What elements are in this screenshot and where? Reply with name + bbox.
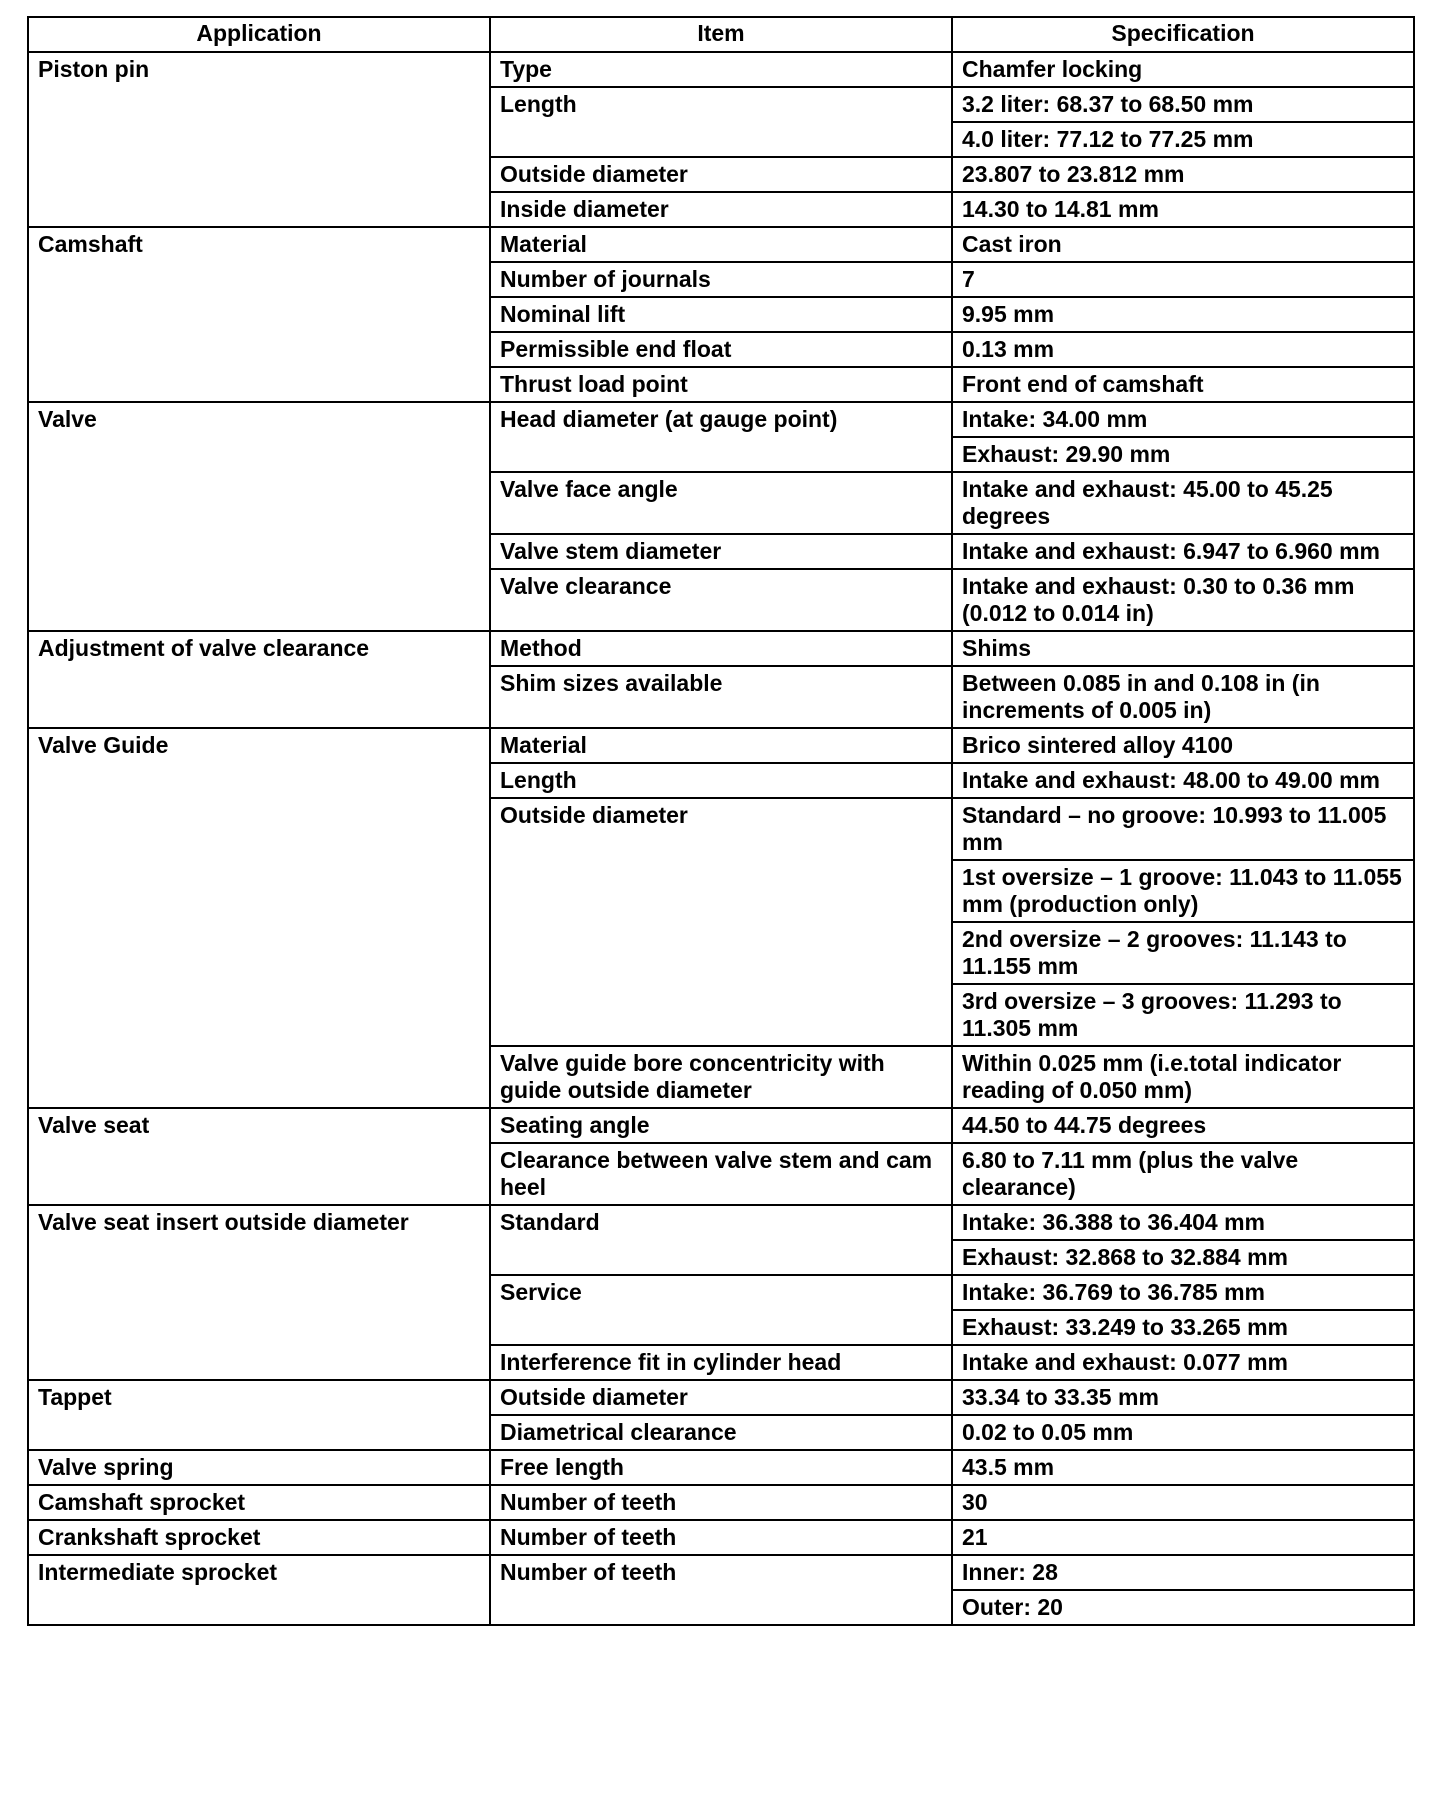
item-cell: Number of teeth <box>490 1555 952 1625</box>
header-application: Application <box>28 17 490 52</box>
spec-table-container <box>27 16 1413 1626</box>
item-cell: Inside diameter <box>490 192 952 227</box>
specification-cell: 23.807 to 23.812 mm <box>952 157 1414 192</box>
specification-cell: Chamfer locking <box>952 52 1414 87</box>
specification-cell: 43.5 mm <box>952 1450 1414 1485</box>
specification-cell: Inner: 28 <box>952 1555 1414 1590</box>
table-row <box>28 52 1414 87</box>
application-cell: Adjustment of valve clearance <box>28 631 490 728</box>
specification-cell: Intake and exhaust: 48.00 to 49.00 mm <box>952 763 1414 798</box>
header-specification: Specification <box>952 17 1414 52</box>
item-cell: Material <box>490 227 952 262</box>
specification-cell: Front end of camshaft <box>952 367 1414 402</box>
table-row <box>28 1520 1414 1555</box>
table-row <box>28 227 1414 262</box>
specification-cell: 30 <box>952 1485 1414 1520</box>
application-cell: Camshaft sprocket <box>28 1485 490 1520</box>
application-cell: Camshaft <box>28 227 490 402</box>
header-item: Item <box>490 17 952 52</box>
specification-cell: Standard – no groove: 10.993 to 11.005 mm <box>952 798 1414 860</box>
item-cell: Material <box>490 728 952 763</box>
specification-cell: Cast iron <box>952 227 1414 262</box>
item-cell: Method <box>490 631 952 666</box>
specification-cell: 0.13 mm <box>952 332 1414 367</box>
item-cell: Outside diameter <box>490 798 952 1046</box>
specification-cell: Intake: 36.769 to 36.785 mm <box>952 1275 1414 1310</box>
item-cell: Thrust load point <box>490 367 952 402</box>
specification-cell: 0.02 to 0.05 mm <box>952 1415 1414 1450</box>
item-cell: Service <box>490 1275 952 1345</box>
table-row <box>28 728 1414 763</box>
item-cell: Number of journals <box>490 262 952 297</box>
specification-cell: Intake: 34.00 mm <box>952 402 1414 437</box>
table-row <box>28 1108 1414 1143</box>
specification-cell: 33.34 to 33.35 mm <box>952 1380 1414 1415</box>
item-cell: Type <box>490 52 952 87</box>
specification-cell: Outer: 20 <box>952 1590 1414 1625</box>
table-body <box>28 52 1414 1625</box>
engine-spec-table <box>27 16 1415 1626</box>
item-cell: Clearance between valve stem and cam heel <box>490 1143 952 1205</box>
application-cell: Valve seat insert outside diameter <box>28 1205 490 1380</box>
item-cell: Number of teeth <box>490 1520 952 1555</box>
item-cell: Head diameter (at gauge point) <box>490 402 952 472</box>
table-row <box>28 1380 1414 1415</box>
specification-cell: 4.0 liter: 77.12 to 77.25 mm <box>952 122 1414 157</box>
specification-cell: Shims <box>952 631 1414 666</box>
item-cell: Number of teeth <box>490 1485 952 1520</box>
specification-cell: Intake and exhaust: 0.30 to 0.36 mm (0.012 to 0.014 in) <box>952 569 1414 631</box>
item-cell: Length <box>490 87 952 157</box>
item-cell: Free length <box>490 1450 952 1485</box>
application-cell: Tappet <box>28 1380 490 1450</box>
item-cell: Seating angle <box>490 1108 952 1143</box>
specification-cell: 9.95 mm <box>952 297 1414 332</box>
specification-cell: 3rd oversize – 3 grooves: 11.293 to 11.305 mm <box>952 984 1414 1046</box>
application-cell: Valve spring <box>28 1450 490 1485</box>
item-cell: Valve clearance <box>490 569 952 631</box>
item-cell: Valve guide bore concentricity with guide outside diameter <box>490 1046 952 1108</box>
specification-cell: Between 0.085 in and 0.108 in (in increments of 0.005 in) <box>952 666 1414 728</box>
table-row <box>28 1205 1414 1240</box>
table-row <box>28 1450 1414 1485</box>
specification-cell: Intake and exhaust: 0.077 mm <box>952 1345 1414 1380</box>
application-cell: Intermediate sprocket <box>28 1555 490 1625</box>
application-cell: Piston pin <box>28 52 490 227</box>
specification-cell: 14.30 to 14.81 mm <box>952 192 1414 227</box>
specification-cell: 3.2 liter: 68.37 to 68.50 mm <box>952 87 1414 122</box>
item-cell: Valve face angle <box>490 472 952 534</box>
specification-cell: 6.80 to 7.11 mm (plus the valve clearance) <box>952 1143 1414 1205</box>
item-cell: Permissible end float <box>490 332 952 367</box>
application-cell: Crankshaft sprocket <box>28 1520 490 1555</box>
item-cell: Diametrical clearance <box>490 1415 952 1450</box>
table-row <box>28 631 1414 666</box>
specification-cell: 1st oversize – 1 groove: 11.043 to 11.055 mm (production only) <box>952 860 1414 922</box>
item-cell: Length <box>490 763 952 798</box>
header-row <box>28 17 1414 52</box>
application-cell: Valve seat <box>28 1108 490 1205</box>
table-row <box>28 402 1414 437</box>
application-cell: Valve <box>28 402 490 631</box>
specification-cell: 7 <box>952 262 1414 297</box>
specification-cell: Intake and exhaust: 6.947 to 6.960 mm <box>952 534 1414 569</box>
item-cell: Outside diameter <box>490 1380 952 1415</box>
specification-cell: Intake: 36.388 to 36.404 mm <box>952 1205 1414 1240</box>
application-cell: Valve Guide <box>28 728 490 1108</box>
item-cell: Shim sizes available <box>490 666 952 728</box>
specification-cell: Intake and exhaust: 45.00 to 45.25 degrees <box>952 472 1414 534</box>
item-cell: Valve stem diameter <box>490 534 952 569</box>
specification-cell: 21 <box>952 1520 1414 1555</box>
item-cell: Interference fit in cylinder head <box>490 1345 952 1380</box>
specification-cell: 44.50 to 44.75 degrees <box>952 1108 1414 1143</box>
item-cell: Outside diameter <box>490 157 952 192</box>
item-cell: Nominal lift <box>490 297 952 332</box>
specification-cell: Exhaust: 33.249 to 33.265 mm <box>952 1310 1414 1345</box>
specification-cell: Exhaust: 32.868 to 32.884 mm <box>952 1240 1414 1275</box>
specification-cell: Exhaust: 29.90 mm <box>952 437 1414 472</box>
specification-cell: Brico sintered alloy 4100 <box>952 728 1414 763</box>
specification-cell: 2nd oversize – 2 grooves: 11.143 to 11.155 mm <box>952 922 1414 984</box>
item-cell: Standard <box>490 1205 952 1275</box>
table-row <box>28 1555 1414 1590</box>
table-row <box>28 1485 1414 1520</box>
specification-cell: Within 0.025 mm (i.e.total indicator reading of 0.050 mm) <box>952 1046 1414 1108</box>
